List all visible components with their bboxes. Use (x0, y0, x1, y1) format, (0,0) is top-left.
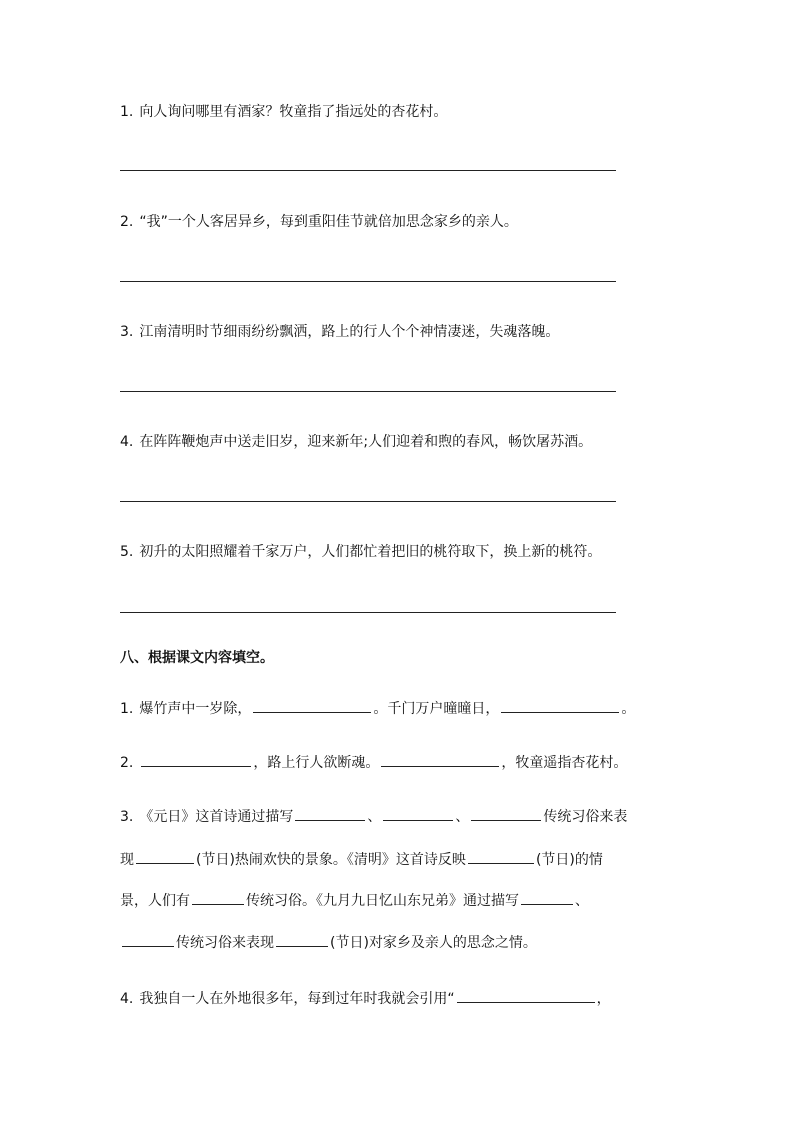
answer-line-3[interactable] (120, 391, 616, 392)
fill-blank[interactable] (122, 932, 174, 947)
fill-blank[interactable] (253, 698, 371, 713)
fill-blank[interactable] (468, 849, 534, 864)
question-number: 3. (120, 324, 134, 340)
question-item-4 (120, 432, 592, 452)
question-number: 1. (120, 104, 134, 120)
text-segment: 我独自一人在外地很多年，每到过年时我就会引用“ (139, 991, 455, 1007)
answer-line-4[interactable] (120, 501, 616, 502)
question-item-2 (120, 212, 518, 232)
answer-line-1[interactable] (120, 170, 616, 171)
question-item-3 (120, 322, 559, 342)
question-number: 5. (120, 544, 134, 560)
fill-blank[interactable] (295, 806, 365, 821)
text-segment: (节日)热闹欢快的景象。《清明》这首诗反映 (196, 852, 466, 868)
text-segment: 、 (455, 809, 470, 825)
question-item-5 (120, 542, 601, 562)
fill-blank[interactable] (136, 849, 194, 864)
text-segment: 爆竹声中一岁除， (139, 701, 252, 717)
text-segment: 、 (575, 893, 589, 909)
fill-blank[interactable] (192, 890, 244, 905)
text-segment: ， (596, 991, 611, 1007)
answer-line-2[interactable] (120, 281, 616, 282)
text-segment: 、 (367, 809, 382, 825)
question-text: 江南清明时节细雨纷纷飘洒，路上的行人个个神情凄迷，失魂落魄。 (139, 324, 560, 340)
fill-item-4 (120, 988, 611, 1009)
text-segment: 现 (120, 852, 134, 868)
fill-blank[interactable] (501, 698, 619, 713)
section-heading: 八、根据课文内容填空。 (120, 650, 274, 666)
question-number: 3. (120, 809, 134, 825)
question-number: 2. (120, 214, 134, 230)
fill-item-3-line-3 (120, 890, 589, 911)
fill-blank[interactable] (141, 752, 251, 767)
text-segment: 传统习俗来表 (543, 809, 628, 825)
text-segment: (节日)的情 (535, 852, 603, 868)
question-number: 4. (120, 991, 134, 1007)
question-number: 2. (120, 755, 134, 771)
question-number: 1. (120, 701, 134, 717)
fill-blank[interactable] (381, 752, 499, 767)
fill-item-3-line-4 (120, 932, 537, 953)
text-segment: 。千门万户曈曈日， (373, 701, 500, 717)
fill-blank[interactable] (457, 988, 595, 1003)
text-segment: 景，人们有 (120, 893, 190, 909)
text-segment: 《元日》这首诗通过描写 (139, 809, 294, 825)
text-segment: ，路上行人欲断魂。 (253, 755, 380, 771)
text-segment: 。 (621, 701, 636, 717)
question-item-1 (120, 102, 447, 122)
text-segment: (节日)对家乡及亲人的思念之情。 (330, 935, 537, 951)
text-segment: 传统习俗。《九月九日忆山东兄弟》通过描写 (246, 893, 519, 909)
fill-item-3-line-1 (120, 806, 627, 827)
text-segment: 传统习俗来表现 (176, 935, 274, 951)
fill-blank[interactable] (276, 932, 328, 947)
fill-blank[interactable] (383, 806, 453, 821)
fill-blank[interactable] (521, 890, 573, 905)
text-segment: ，牧童遥指杏花村。 (501, 755, 628, 771)
fill-item-3-line-2 (120, 849, 603, 870)
question-text: 在阵阵鞭炮声中送走旧岁，迎来新年;人们迎着和煦的春风，畅饮屠苏酒。 (139, 434, 593, 450)
answer-line-5[interactable] (120, 612, 616, 613)
question-text: 初升的太阳照耀着千家万户，人们都忙着把旧的桃符取下，换上新的桃符。 (139, 544, 602, 560)
fill-blank[interactable] (471, 806, 541, 821)
question-text: 向人询问哪里有酒家？牧童指了指远处的杏花村。 (139, 104, 448, 120)
fill-item-2 (120, 752, 627, 773)
question-number: 4. (120, 434, 134, 450)
fill-item-1 (120, 698, 635, 719)
question-text: “我”一个人客居异乡，每到重阳佳节就倍加思念家乡的亲人。 (139, 214, 518, 230)
